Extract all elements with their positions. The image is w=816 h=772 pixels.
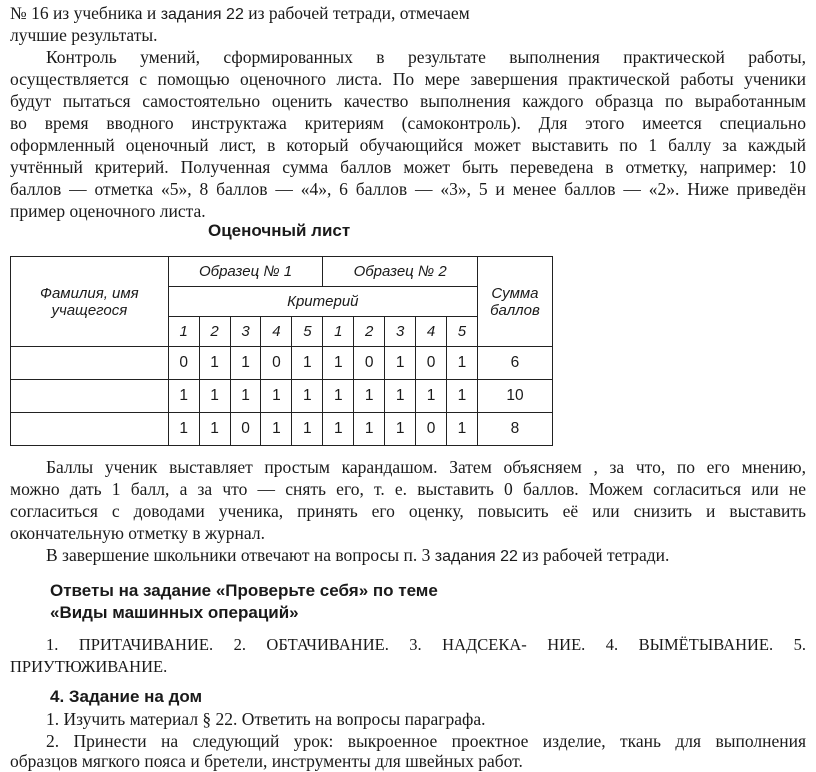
intro-line-1	[10, 2, 806, 26]
final-text-c: из рабочей тетради.	[517, 545, 670, 565]
student-name-cell	[11, 380, 169, 413]
score-cell: 1	[261, 380, 292, 413]
criterion-number: 1	[168, 317, 199, 347]
intro-text-c: из рабочей тетради, отмечаем	[243, 3, 470, 23]
final-line	[10, 544, 806, 568]
score-cell: 0	[354, 347, 385, 380]
para2-line: можно дать 1 балл, а за что — снять его, т. е. выставить 0 баллов. Можем согласиться или не	[10, 479, 806, 499]
table-row	[11, 380, 553, 413]
criterion-number: 4	[261, 317, 292, 347]
score-cell: 1	[385, 413, 416, 446]
criterion-number: 5	[292, 317, 323, 347]
score-cell: 1	[416, 380, 447, 413]
score-cell: 1	[292, 347, 323, 380]
answers-line-1: 1. ПРИТАЧИВАНИЕ. 2. ОБТАЧИВАНИЕ. 3. НАДСЕКА- НИЕ. 4. ВЫМЁТЫВАНИЕ. 5.	[46, 635, 806, 654]
criterion-number: 1	[323, 317, 354, 347]
para1-line: будут пытаться самостоятельно оценить качество выполнения каждого образца по выработанным	[10, 91, 806, 111]
score-cell: 1	[199, 413, 230, 446]
para1-line: баллов — отметка «5», 8 баллов — «4», 6 баллов — «3», 5 и менее баллов — «2». Ниже приведён	[10, 179, 806, 199]
sum-cell: 8	[477, 413, 552, 446]
student-name-cell	[11, 413, 169, 446]
sample1-header: Образец № 1	[168, 257, 323, 287]
score-cell: 1	[323, 347, 354, 380]
score-cell: 1	[230, 380, 261, 413]
para1-line: Контроль умений, сформированных в результате выполнения практической работы,	[46, 47, 806, 67]
para1-line: учтённый критерий. Полученная сумма баллов может быть переведена в отметку, например: 10	[10, 157, 806, 177]
score-cell: 1	[354, 413, 385, 446]
sheet-title: Оценочный лист	[208, 221, 351, 240]
score-cell: 1	[168, 413, 199, 446]
criteria-header: Критерий	[168, 287, 477, 317]
score-cell: 1	[292, 380, 323, 413]
sum-header: Сумма баллов	[477, 257, 552, 347]
para2-line: окончательную отметку в журнал.	[10, 523, 265, 543]
final-task-ref: задания 22	[434, 548, 518, 565]
para2-line: Баллы ученик выставляет простым карандашом. Затем объясняем , за что, по его мнению,	[46, 457, 806, 477]
score-cell: 1	[447, 380, 478, 413]
score-cell: 0	[416, 347, 447, 380]
score-cell: 1	[230, 347, 261, 380]
answers-heading-line-2: «Виды машинных операций»	[50, 603, 299, 622]
score-cell: 1	[323, 413, 354, 446]
name-header: Фамилия, имя учащегося	[11, 257, 169, 347]
criterion-number: 4	[416, 317, 447, 347]
intro-task-ref: задания 22	[160, 6, 244, 23]
student-name-cell	[11, 347, 169, 380]
score-cell: 1	[292, 413, 323, 446]
score-cell: 1	[447, 413, 478, 446]
score-cell: 1	[385, 347, 416, 380]
score-cell: 1	[199, 347, 230, 380]
answers-heading-line-1: Ответы на задание «Проверьте себя» по теме	[50, 581, 438, 600]
score-cell: 1	[385, 380, 416, 413]
para1-line: оформленный оценочный лист, в который обучающийся может выставить по 1 баллу за каждый	[10, 135, 806, 155]
criterion-number: 5	[447, 317, 478, 347]
score-cell: 0	[168, 347, 199, 380]
homework-heading: 4. Задание на дом	[50, 687, 203, 706]
sample2-header: Образец № 2	[323, 257, 478, 287]
table-row	[11, 347, 553, 380]
criterion-number: 2	[354, 317, 385, 347]
score-cell: 0	[261, 347, 292, 380]
score-cell: 1	[199, 380, 230, 413]
table-row	[11, 413, 553, 446]
sum-cell: 10	[477, 380, 552, 413]
score-cell: 0	[230, 413, 261, 446]
score-cell: 1	[261, 413, 292, 446]
intro-text-a: № 16 из учебника и	[10, 3, 161, 23]
score-cell: 1	[354, 380, 385, 413]
score-cell: 1	[323, 380, 354, 413]
intro-line-2: лучшие результаты.	[10, 25, 158, 45]
para1-line: пример оценочного листа.	[10, 201, 206, 221]
criterion-number: 3	[230, 317, 261, 347]
grade-table	[10, 256, 553, 446]
final-text-a: В завершение школьники отвечают на вопросы п. 3	[46, 545, 435, 565]
para1-line: во время вводного инструктажа критериям (самоконтроль). Для этого имеется специально	[10, 113, 806, 133]
score-cell: 1	[447, 347, 478, 380]
score-cell: 0	[416, 413, 447, 446]
para2-line: согласиться с доводами ученика, принять его оценку, повысить её или снизить и выставить	[10, 501, 806, 521]
score-cell: 1	[168, 380, 199, 413]
criterion-number: 3	[385, 317, 416, 347]
homework-item-1: 1. Изучить материал § 22. Ответить на вопросы параграфа.	[46, 709, 486, 729]
homework-item-2-line-1: 2. Принести на следующий урок: выкроенное проектное изделие, ткань для выполнения	[46, 731, 806, 751]
criterion-number: 2	[199, 317, 230, 347]
answers-line-2: ПРИУТЮЖИВАНИЕ.	[10, 657, 168, 676]
sum-cell: 6	[477, 347, 552, 380]
homework-item-2-line-2: образцов мягкого пояса и бретели, инструменты для швейных работ.	[10, 751, 523, 771]
para1-line: осуществляется с помощью оценочного листа. По мере завершения практической работы ученики	[10, 69, 806, 89]
